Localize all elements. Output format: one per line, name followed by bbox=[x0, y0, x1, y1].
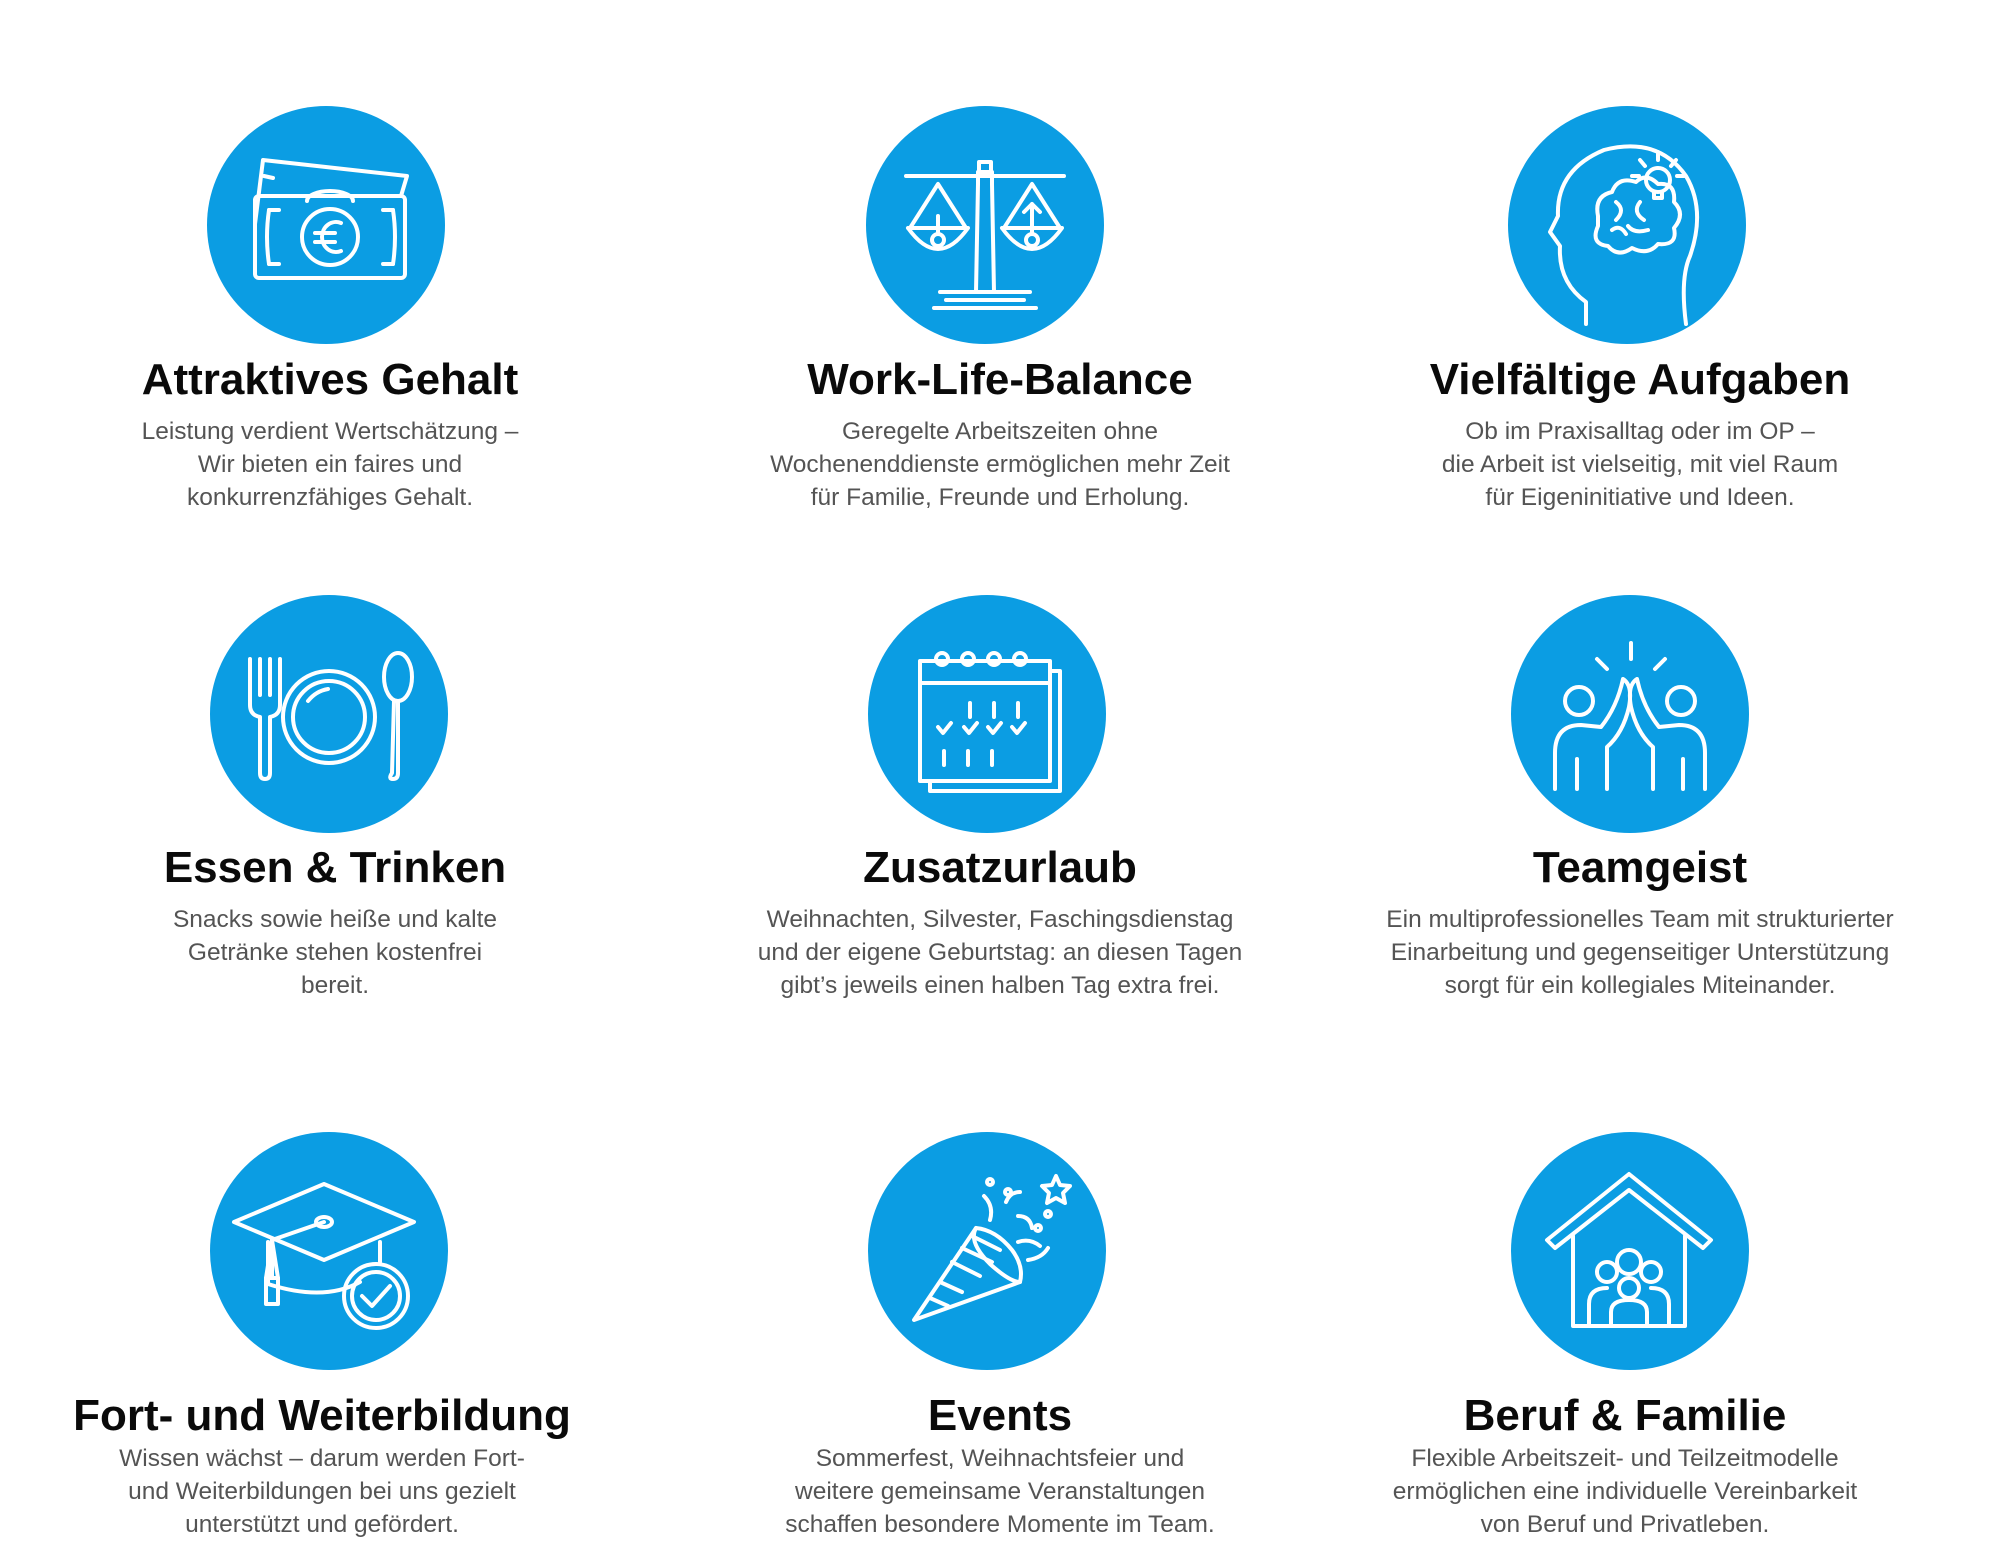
benefit-title: Work-Life-Balance bbox=[807, 355, 1193, 404]
benefit-title: Attraktives Gehalt bbox=[141, 355, 519, 404]
money-icon bbox=[207, 106, 445, 344]
benefit-description: Snacks sowie heiße und kalte Getränke stehen kostenfrei bereit. bbox=[172, 906, 498, 999]
benefit-title: Vielfältige Aufgaben bbox=[1429, 355, 1851, 404]
benefit-description: Leistung verdient Wertschätzung – Wir bieten ein faires und konkurrenzfähiges Gehalt. bbox=[141, 418, 519, 511]
benefit-description: Ein multiprofessionelles Team mit strukturierter Einarbeitung und gegenseitiger Unterstützung sorgt für ein kollegiales Miteinander. bbox=[1386, 906, 1894, 999]
benefit-description: Wissen wächst – darum werden Fort- und Weiterbildungen bei uns gezielt unterstützt und gefördert. bbox=[119, 1445, 525, 1538]
dining-icon bbox=[210, 595, 448, 833]
benefit-title: Teamgeist bbox=[1532, 843, 1748, 892]
graduation-cap-icon bbox=[210, 1132, 448, 1370]
benefit-description: Ob im Praxisalltag oder im OP – die Arbeit ist vielseitig, mit viel Raum für Eigeninitiative und Ideen. bbox=[1441, 418, 1839, 511]
icon-badge bbox=[868, 595, 1106, 833]
brain-idea-icon bbox=[1508, 106, 1746, 344]
benefit-title: Events bbox=[927, 1391, 1073, 1440]
icon-badge bbox=[1508, 106, 1746, 344]
scale-icon bbox=[866, 106, 1104, 344]
benefit-description: Flexible Arbeitszeit- und Teilzeitmodelle ermöglichen eine individuelle Vereinbarkeit von Beruf und Privatleben. bbox=[1392, 1445, 1858, 1538]
icon-badge bbox=[1511, 1132, 1749, 1370]
benefit-title: Beruf & Familie bbox=[1463, 1391, 1787, 1440]
icon-badge bbox=[207, 106, 445, 344]
family-house-icon bbox=[1511, 1132, 1749, 1370]
icon-badge bbox=[1511, 595, 1749, 833]
icon-badge bbox=[210, 595, 448, 833]
icon-badge bbox=[866, 106, 1104, 344]
icon-badge bbox=[868, 1132, 1106, 1370]
high-five-icon bbox=[1511, 595, 1749, 833]
benefit-description: Geregelte Arbeitszeiten ohne Wochenenddienste ermöglichen mehr Zeit für Familie, Freunde und Erholung. bbox=[770, 418, 1230, 511]
benefit-description: Weihnachten, Silvester, Faschingsdienstag und der eigene Geburtstag: an diesen Tagen gibt’s jeweils einen halben Tag extra frei. bbox=[757, 906, 1243, 999]
icon-badge bbox=[210, 1132, 448, 1370]
benefit-title: Fort- und Weiterbildung bbox=[73, 1391, 571, 1440]
calendar-icon bbox=[868, 595, 1106, 833]
benefit-title: Essen & Trinken bbox=[163, 843, 507, 892]
party-popper-icon bbox=[868, 1132, 1106, 1370]
benefit-title: Zusatzurlaub bbox=[863, 843, 1137, 892]
benefit-description: Sommerfest, Weihnachtsfeier und weitere gemeinsame Veranstaltungen schaffen besondere Momente im Team. bbox=[785, 1445, 1215, 1538]
